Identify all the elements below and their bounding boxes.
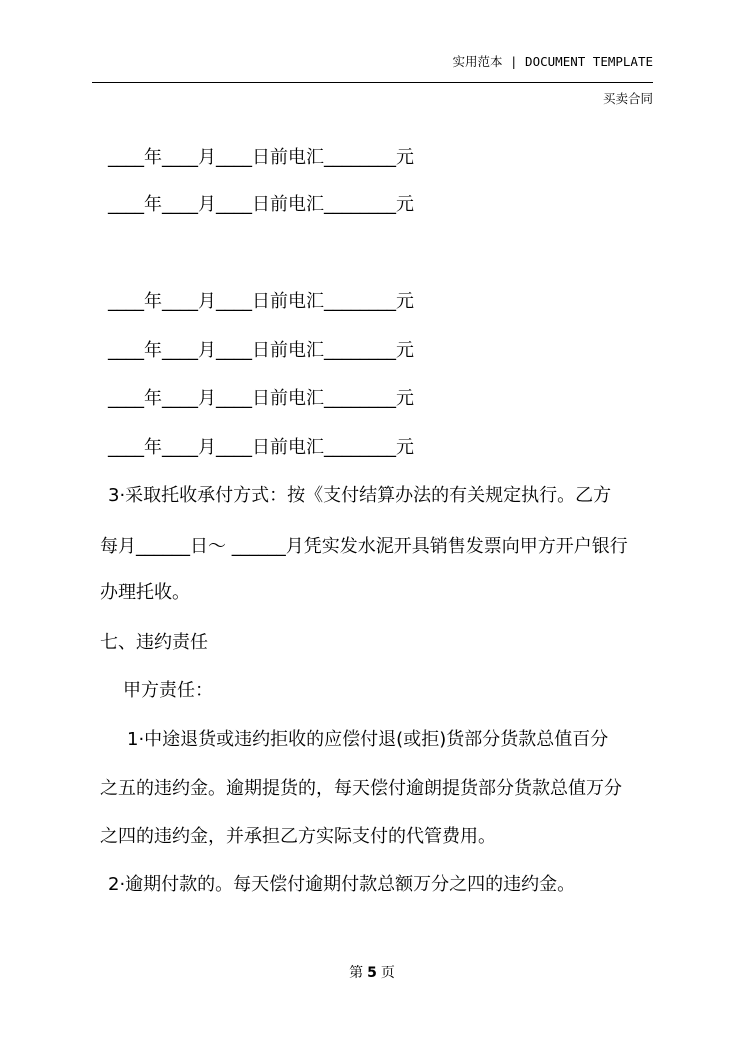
paragraph-line: 3·采取托收承付方式：按《支付结算办法的有关规定执行。乙方 (108, 485, 612, 506)
paragraph-line: 之五的违约金。逾期提货的，每天偿付逾朗提货部分货款总值万分 (100, 778, 622, 799)
payment-line-6: ____年____月____日前电汇________元 (108, 437, 414, 458)
page-number: 5 (367, 965, 377, 981)
paragraph-line: 每月______日～ ______月凭实发水泥开具销售发票向甲方开户银行 (100, 536, 628, 557)
payment-line-3: ____年____月____日前电汇________元 (108, 291, 414, 312)
paragraph-line: 2·逾期付款的。每天偿付逾期付款总额万分之四的违约金。 (108, 874, 576, 895)
header-subtitle: 买卖合同 (602, 91, 653, 106)
paragraph-line: 之四的违约金，并承担乙方实际支付的代管费用。 (100, 826, 496, 847)
payment-line-1: ____年____月____日前电汇________元 (108, 147, 414, 168)
paragraph-line: 办理托收。 (100, 582, 190, 603)
payment-line-4: ____年____月____日前电汇________元 (108, 340, 414, 361)
section-heading: 七、违约责任 (100, 632, 208, 653)
header-divider (92, 82, 653, 83)
footer-suffix: 页 (380, 965, 395, 981)
subsection-heading: 甲方责任： (123, 680, 213, 701)
payment-line-2: ____年____月____日前电汇________元 (108, 194, 414, 215)
paragraph-line: 1·中途退货或违约拒收的应偿付退(或拒)货部分货款总值百分 (127, 729, 609, 750)
page-footer (0, 962, 744, 982)
payment-line-5: ____年____月____日前电汇________元 (108, 388, 414, 409)
header-title: 实用范本 | DOCUMENT TEMPLATE (452, 54, 653, 69)
footer-prefix: 第 (349, 965, 364, 981)
